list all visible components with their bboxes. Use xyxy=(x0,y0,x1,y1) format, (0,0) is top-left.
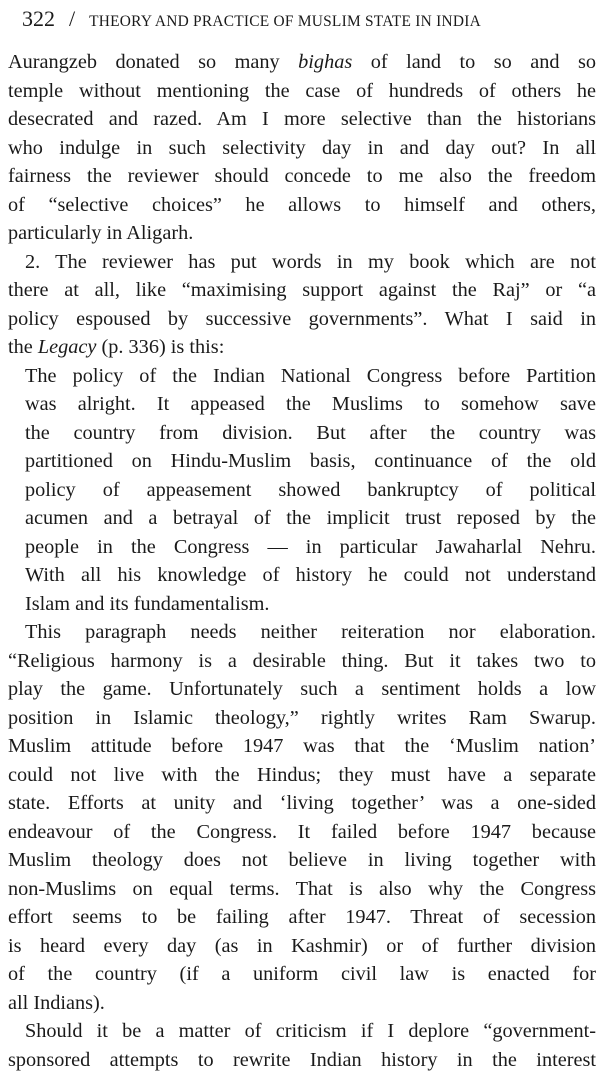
quote-line: people in the Congress — in particular Jawaharlal Nehru. xyxy=(8,533,596,562)
text-line: 2. The reviewer has put words in my book which are not xyxy=(8,248,596,277)
text-line: desecrated and razed. Am I more selective than the historians xyxy=(8,105,596,134)
quote-line: With all his knowledge of history he could not understand xyxy=(8,561,596,590)
quote-line: The policy of the Indian National Congress before Partition xyxy=(8,362,596,391)
quote-line: the country from division. But after the country was xyxy=(8,419,596,448)
quote-line: policy of appeasement showed bankruptcy of political xyxy=(8,476,596,505)
text-line: Muslim theology does not believe in living together with xyxy=(8,846,596,875)
running-title: THEORY AND PRACTICE OF MUSLIM STATE IN INDIA xyxy=(89,13,481,30)
text-line: non-Muslims on equal terms. That is also why the Congress xyxy=(8,875,596,904)
quote-line: was alright. It appeased the Muslims to somehow save xyxy=(8,390,596,419)
text-line: of “selective choices” he allows to himself and others, xyxy=(8,191,596,220)
body-text xyxy=(8,48,596,1074)
text-line: sponsored attempts to rewrite Indian history in the interest xyxy=(8,1046,596,1074)
text-line: Aurangzeb donated so many bighas of land to so and so xyxy=(8,48,596,77)
quote-line: partitioned on Hindu-Muslim basis, continuance of the old xyxy=(8,447,596,476)
text-line: is heard every day (as in Kashmir) or of further division xyxy=(8,932,596,961)
text-line: Should it be a matter of criticism if I deplore “government- xyxy=(8,1017,596,1046)
text-line: play the game. Unfortunately such a sentiment holds a low xyxy=(8,675,596,704)
quote-line: Islam and its fundamentalism. xyxy=(8,590,596,619)
text-line: temple without mentioning the case of hundreds of others he xyxy=(8,77,596,106)
text-line: the Legacy (p. 336) is this: xyxy=(8,333,596,362)
text-line: could not live with the Hindus; they must have a separate xyxy=(8,761,596,790)
running-header xyxy=(22,4,481,34)
text-line: effort seems to be failing after 1947. Threat of secession xyxy=(8,903,596,932)
text-line: particularly in Aligarh. xyxy=(8,219,596,248)
text-line: state. Efforts at unity and ‘living together’ was a one-sided xyxy=(8,789,596,818)
text-line: Muslim attitude before 1947 was that the ‘Muslim nation’ xyxy=(8,732,596,761)
text-line: all Indians). xyxy=(8,989,596,1018)
text-line: policy espoused by successive governments”. What I said in xyxy=(8,305,596,334)
header-separator: / xyxy=(69,6,75,31)
text-line: fairness the reviewer should concede to me also the freedom xyxy=(8,162,596,191)
text-line: there at all, like “maximising support against the Raj” or “a xyxy=(8,276,596,305)
quote-line: acumen and a betrayal of the implicit trust reposed by the xyxy=(8,504,596,533)
text-line: position in Islamic theology,” rightly writes Ram Swarup. xyxy=(8,704,596,733)
page-number: 322 xyxy=(22,6,55,31)
text-line: of the country (if a uniform civil law is enacted for xyxy=(8,960,596,989)
text-line: who indulge in such selectivity day in and day out? In all xyxy=(8,134,596,163)
text-line: endeavour of the Congress. It failed before 1947 because xyxy=(8,818,596,847)
text-line: This paragraph needs neither reiteration nor elaboration. xyxy=(8,618,596,647)
text-line: “Religious harmony is a desirable thing. But it takes two to xyxy=(8,647,596,676)
